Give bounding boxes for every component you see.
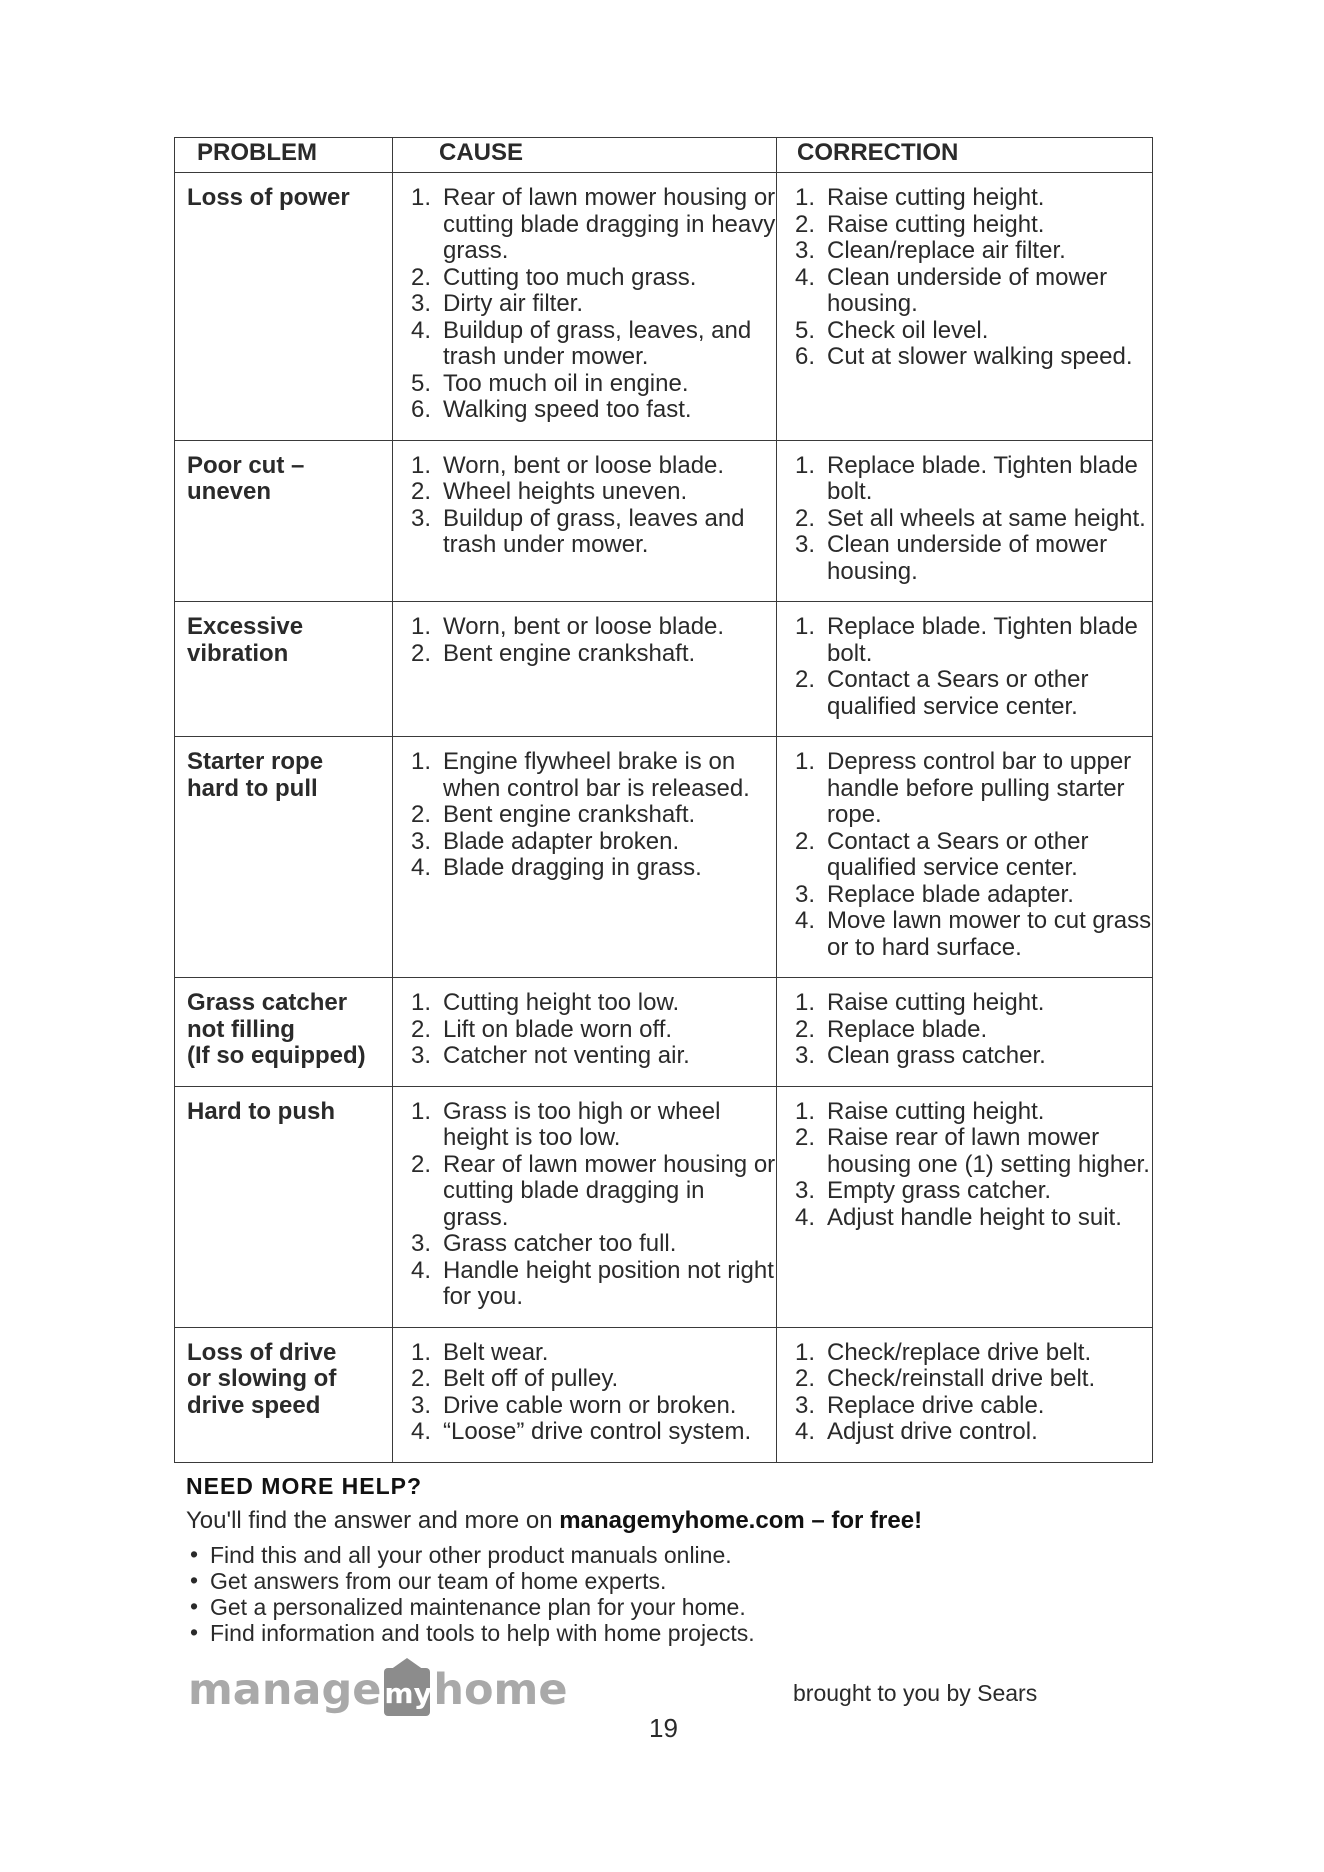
correction-list [789, 453, 1152, 586]
help-intro-text: You'll find the answer and more on [186, 1507, 553, 1534]
cause-list [405, 990, 776, 1070]
correction-number: 2. [795, 1124, 816, 1151]
cause-number: 1. [411, 613, 432, 640]
correction-number: 4. [795, 1203, 816, 1231]
correction-item [789, 318, 1152, 345]
problem-text: Excessive [187, 613, 304, 640]
cause-item [405, 614, 776, 641]
cause-number: 2. [411, 1150, 432, 1178]
problem-text: drive speed [187, 1391, 321, 1419]
cause-item [405, 185, 776, 265]
help-list-text: Get a personalized maintenance plan for your home. [210, 1594, 746, 1620]
correction-item [789, 1340, 1152, 1367]
correction-item [789, 1205, 1152, 1232]
correction-item [789, 749, 1152, 829]
problem-text: not filling [187, 1015, 295, 1043]
correction-item [789, 532, 1152, 585]
correction-item [789, 667, 1152, 720]
correction-text: Adjust drive control. [827, 1418, 1038, 1445]
cause-item [405, 1017, 776, 1044]
problem-text: or slowing of [187, 1365, 337, 1392]
correction-number: 3. [795, 531, 816, 558]
help-section [186, 1472, 1146, 1646]
correction-text: Empty grass catcher. [827, 1177, 1052, 1204]
problem-text: Grass catcher [187, 989, 348, 1016]
cause-item [405, 829, 776, 856]
cause-number: 2. [411, 478, 432, 505]
help-list-text: Find information and tools to help with home projects. [210, 1620, 755, 1646]
cause-text: Rear of lawn mower housing or cutting blade dragging in grass. [443, 1150, 776, 1231]
correction-number: 2. [795, 666, 816, 693]
correction-item [789, 238, 1152, 265]
correction-text: Raise cutting height. [827, 184, 1045, 211]
cause-item [405, 1152, 776, 1232]
correction-item [789, 908, 1152, 961]
logo-word-manage: manage [188, 1665, 382, 1715]
correction-number: 3. [795, 237, 816, 264]
correction-text: Clean/replace air filter. [827, 237, 1066, 264]
problem-text: Loss of drive [187, 1338, 337, 1366]
correction-cell [777, 978, 1153, 1087]
cause-cell [393, 602, 777, 737]
correction-text: Clean underside of mower housing. [827, 263, 1108, 317]
cause-number: 3. [411, 504, 432, 532]
table-body [175, 173, 1153, 1463]
cause-item [405, 855, 776, 882]
correction-item [789, 1017, 1152, 1044]
table-row [175, 978, 1153, 1087]
cause-cell [393, 1327, 777, 1462]
header-problem: PROBLEM [175, 138, 393, 173]
help-intro-link[interactable]: managemyhome.com – for free! [559, 1507, 923, 1534]
cause-item [405, 453, 776, 480]
cause-number: 1. [411, 1097, 432, 1125]
cause-cell [393, 737, 777, 978]
correction-number: 4. [795, 907, 816, 934]
cause-number: 3. [411, 827, 432, 855]
problem-cell [175, 978, 393, 1087]
header-cause: CAUSE [393, 138, 777, 173]
cause-text: Handle height position not right for you. [443, 1256, 774, 1310]
table-header-row [175, 138, 1153, 173]
cause-number: 4. [411, 1418, 432, 1445]
problem-text: uneven [187, 478, 272, 505]
help-heading: NEED MORE HELP? [186, 1473, 423, 1499]
cause-item [405, 1258, 776, 1311]
correction-item [789, 1125, 1152, 1178]
cause-text: Blade dragging in grass. [443, 854, 702, 881]
correction-number: 1. [795, 1097, 816, 1125]
cause-text: Drive cable worn or broken. [443, 1391, 737, 1419]
correction-item [789, 614, 1152, 667]
cause-number: 1. [411, 1338, 432, 1366]
table-row [175, 440, 1153, 602]
correction-text: Clean grass catcher. [827, 1042, 1046, 1069]
problem-cell [175, 602, 393, 737]
correction-item [789, 1099, 1152, 1126]
cause-item [405, 641, 776, 668]
correction-text: Check oil level. [827, 316, 989, 344]
correction-text: Set all wheels at same height. [827, 504, 1146, 532]
correction-item [789, 265, 1152, 318]
correction-list [789, 614, 1152, 720]
cause-text: Dirty air filter. [443, 290, 584, 317]
cause-text: Wheel heights uneven. [443, 478, 688, 505]
problem-cell [175, 173, 393, 441]
page-number: 19 [649, 1713, 678, 1743]
cause-item [405, 1231, 776, 1258]
cause-item [405, 749, 776, 802]
correction-number: 6. [795, 343, 816, 370]
problem-text: vibration [187, 639, 289, 667]
cause-item [405, 802, 776, 829]
bullet-icon: • [190, 1567, 199, 1593]
correction-cell [777, 1086, 1153, 1327]
cause-text: Catcher not venting air. [443, 1042, 690, 1069]
cause-number: 1. [411, 748, 432, 775]
correction-number: 3. [795, 1177, 816, 1204]
correction-number: 1. [795, 184, 816, 211]
cause-item [405, 291, 776, 318]
correction-item [789, 344, 1152, 371]
correction-text: Raise rear of lawn mower housing one (1) setting higher. [827, 1124, 1150, 1178]
cause-number: 2. [411, 639, 432, 667]
cause-item [405, 506, 776, 559]
problem-text: hard to pull [187, 774, 318, 802]
managemyhome-logo [188, 1660, 568, 1720]
correction-item [789, 1393, 1152, 1420]
correction-text: Contact a Sears or other qualified service center. [827, 666, 1089, 720]
cause-number: 1. [411, 989, 432, 1016]
cause-number: 2. [411, 1365, 432, 1392]
cause-text: Rear of lawn mower housing or cutting blade dragging in heavy grass. [443, 184, 776, 264]
cause-item [405, 1099, 776, 1152]
cause-number: 5. [411, 369, 432, 397]
correction-text: Clean underside of mower housing. [827, 531, 1108, 585]
help-list-item [186, 1568, 1146, 1594]
cause-text: Grass catcher too full. [443, 1230, 677, 1257]
correction-text: Raise cutting height. [827, 1097, 1045, 1125]
header-correction: CORRECTION [777, 138, 1153, 173]
cause-cell [393, 1086, 777, 1327]
help-list-item [186, 1594, 1146, 1620]
cause-number: 6. [411, 396, 432, 423]
cause-number: 4. [411, 316, 432, 344]
correction-number: 2. [795, 1365, 816, 1392]
correction-text: Move lawn mower to cut grass or to hard surface. [827, 907, 1152, 961]
cause-item [405, 1366, 776, 1393]
cause-item [405, 990, 776, 1017]
cause-item [405, 479, 776, 506]
correction-text: Replace blade. [827, 1015, 988, 1043]
correction-item [789, 212, 1152, 239]
help-list [186, 1542, 1146, 1646]
correction-text: Check/replace drive belt. [827, 1338, 1092, 1366]
correction-item [789, 990, 1152, 1017]
correction-text: Adjust handle height to suit. [827, 1203, 1122, 1231]
correction-text: Replace blade adapter. [827, 880, 1074, 908]
help-list-item [186, 1542, 1146, 1568]
cause-text: Walking speed too fast. [443, 396, 692, 423]
correction-item [789, 1366, 1152, 1393]
correction-text: Depress control bar to upper handle before pulling starter rope. [827, 748, 1132, 828]
cause-text: Buildup of grass, leaves and trash under mower. [443, 504, 745, 558]
cause-text: Bent engine crankshaft. [443, 639, 696, 667]
troubleshooting-table [174, 137, 1153, 1463]
problem-cell [175, 737, 393, 978]
logo-word-home: home [433, 1665, 568, 1715]
table-row [175, 1327, 1153, 1462]
cause-list [405, 453, 776, 559]
help-list-item [186, 1620, 1146, 1646]
cause-number: 1. [411, 451, 432, 479]
correction-number: 3. [795, 1391, 816, 1419]
correction-cell [777, 440, 1153, 602]
bullet-icon: • [190, 1619, 199, 1645]
correction-list [789, 185, 1152, 371]
cause-number: 4. [411, 854, 432, 881]
correction-item [789, 1178, 1152, 1205]
bullet-icon: • [190, 1541, 199, 1567]
correction-item [789, 882, 1152, 909]
correction-number: 3. [795, 1042, 816, 1069]
correction-text: Replace drive cable. [827, 1391, 1045, 1419]
correction-cell [777, 173, 1153, 441]
cause-text: Worn, bent or loose blade. [443, 613, 725, 640]
table-row [175, 173, 1153, 441]
correction-cell [777, 602, 1153, 737]
cause-number: 2. [411, 1015, 432, 1043]
cause-text: Buildup of grass, leaves, and trash under mower. [443, 316, 752, 370]
help-list-text: Get answers from our team of home experts. [210, 1568, 667, 1594]
cause-item [405, 397, 776, 424]
cause-text: Bent engine crankshaft. [443, 801, 696, 828]
problem-cell [175, 1327, 393, 1462]
cause-text: Grass is too high or wheel height is too low. [443, 1097, 721, 1151]
problem-cell [175, 1086, 393, 1327]
correction-text: Cut at slower walking speed. [827, 343, 1133, 370]
table-row [175, 737, 1153, 978]
help-intro [186, 1506, 1146, 1536]
correction-number: 1. [795, 989, 816, 1016]
cause-text: “Loose” drive control system. [443, 1418, 752, 1445]
correction-number: 2. [795, 827, 816, 855]
cause-number: 2. [411, 801, 432, 828]
correction-list [789, 749, 1152, 961]
cause-cell [393, 173, 777, 441]
cause-text: Belt off of pulley. [443, 1365, 619, 1392]
cause-item [405, 1043, 776, 1070]
cause-number: 3. [411, 1042, 432, 1069]
cause-text: Worn, bent or loose blade. [443, 451, 725, 479]
correction-item [789, 453, 1152, 506]
cause-text: Blade adapter broken. [443, 827, 680, 855]
problem-text: Starter rope [187, 748, 324, 775]
table-row [175, 602, 1153, 737]
cause-text: Cutting height too low. [443, 989, 680, 1016]
cause-number: 3. [411, 1391, 432, 1419]
cause-text: Belt wear. [443, 1338, 549, 1366]
correction-cell [777, 1327, 1153, 1462]
problem-text: Poor cut – [187, 451, 305, 479]
correction-number: 2. [795, 504, 816, 532]
correction-item [789, 1043, 1152, 1070]
correction-number: 1. [795, 748, 816, 775]
correction-number: 5. [795, 316, 816, 344]
correction-number: 4. [795, 263, 816, 291]
correction-list [789, 1340, 1152, 1446]
cause-list [405, 1340, 776, 1446]
cause-item [405, 318, 776, 371]
cause-cell [393, 440, 777, 602]
problem-cell [175, 440, 393, 602]
cause-text: Engine flywheel brake is on when control bar is released. [443, 748, 750, 802]
cause-list [405, 749, 776, 882]
correction-text: Raise cutting height. [827, 989, 1045, 1016]
correction-item [789, 185, 1152, 212]
correction-number: 3. [795, 880, 816, 908]
cause-item [405, 1340, 776, 1367]
correction-cell [777, 737, 1153, 978]
cause-cell [393, 978, 777, 1087]
correction-item [789, 829, 1152, 882]
correction-item [789, 1419, 1152, 1446]
help-list-text: Find this and all your other product manuals online. [210, 1542, 732, 1568]
cause-list [405, 185, 776, 424]
cause-item [405, 265, 776, 292]
correction-number: 1. [795, 1338, 816, 1366]
correction-text: Check/reinstall drive belt. [827, 1365, 1096, 1392]
problem-text: Hard to push [187, 1097, 335, 1125]
correction-text: Contact a Sears or other qualified service center. [827, 827, 1089, 881]
correction-number: 1. [795, 451, 816, 479]
cause-item [405, 371, 776, 398]
cause-number: 3. [411, 290, 432, 317]
correction-text: Raise cutting height. [827, 210, 1045, 238]
correction-item [789, 506, 1152, 533]
cause-item [405, 1393, 776, 1420]
correction-number: 1. [795, 613, 816, 640]
cause-text: Lift on blade worn off. [443, 1015, 673, 1043]
correction-list [789, 1099, 1152, 1232]
correction-number: 2. [795, 210, 816, 238]
problem-text: (If so equipped) [187, 1042, 366, 1069]
cause-list [405, 614, 776, 667]
correction-number: 4. [795, 1418, 816, 1445]
table-row [175, 1086, 1153, 1327]
cause-number: 1. [411, 184, 432, 211]
correction-list [789, 990, 1152, 1070]
tagline: brought to you by Sears [793, 1680, 1038, 1706]
cause-text: Cutting too much grass. [443, 263, 697, 291]
cause-text: Too much oil in engine. [443, 369, 689, 397]
bullet-icon: • [190, 1593, 199, 1619]
correction-number: 2. [795, 1015, 816, 1043]
cause-number: 4. [411, 1256, 432, 1284]
problem-text: Loss of power [187, 184, 350, 211]
cause-list [405, 1099, 776, 1311]
cause-item [405, 1419, 776, 1446]
cause-number: 2. [411, 263, 432, 291]
cause-number: 3. [411, 1230, 432, 1257]
correction-text: Replace blade. Tighten blade bolt. [827, 613, 1138, 667]
correction-text: Replace blade. Tighten blade bolt. [827, 451, 1138, 505]
logo-house-badge-icon: my [384, 1668, 430, 1716]
